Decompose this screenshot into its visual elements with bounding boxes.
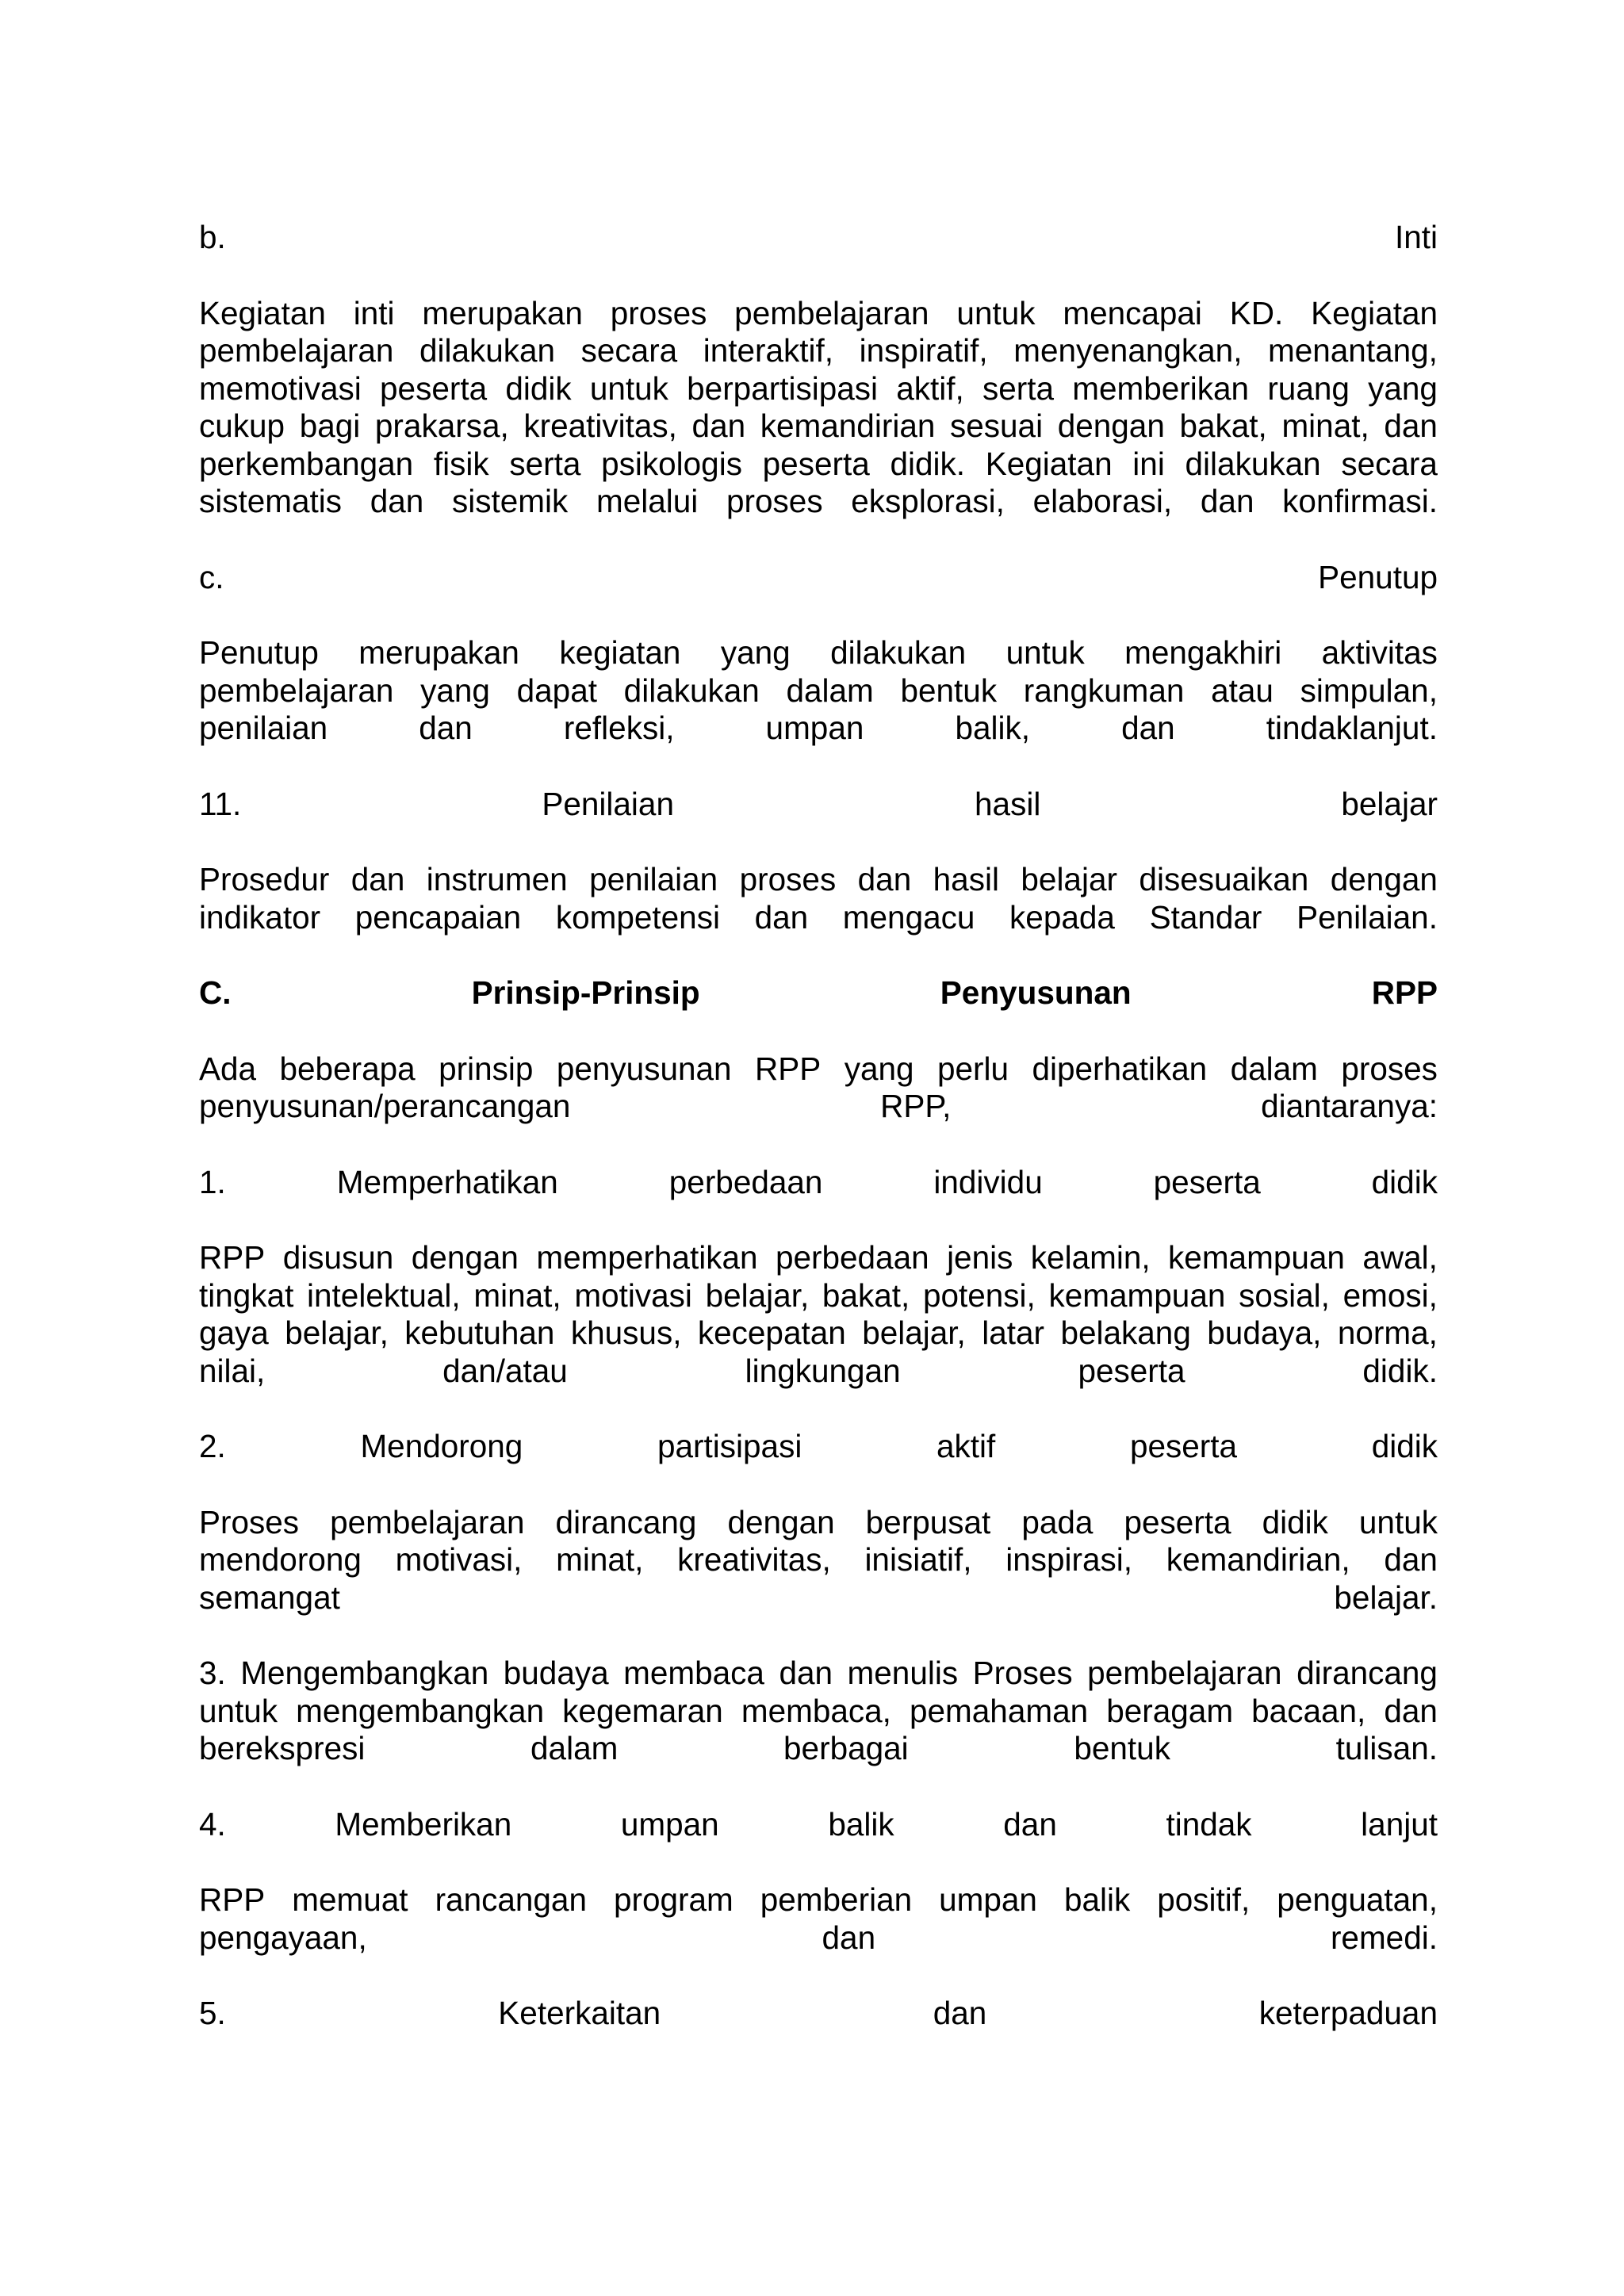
word: membaca — [623, 1655, 764, 1691]
word: atau — [1211, 672, 1274, 709]
text-line — [199, 899, 1438, 937]
word: didik. — [890, 445, 965, 482]
body-paragraph — [199, 1881, 1438, 1957]
word: partisipasi — [657, 1428, 802, 1464]
word: dan/atau — [442, 1352, 568, 1389]
text-line — [199, 861, 1438, 899]
word: minat, — [473, 1276, 561, 1314]
word: program — [613, 1881, 733, 1918]
word: elaborasi, — [1032, 483, 1173, 519]
text-line — [199, 1730, 1438, 1768]
text-line — [199, 1088, 1438, 1126]
word: inisiatif, — [864, 1541, 972, 1578]
word: memperhatikan — [536, 1239, 758, 1276]
word: 11. — [199, 785, 242, 822]
text-line — [199, 1164, 1438, 1202]
word: menantang, — [1268, 332, 1438, 369]
word: belajar — [1341, 785, 1438, 822]
word: refleksi, — [563, 710, 675, 746]
word: Kegiatan — [199, 294, 326, 331]
word: dan — [754, 898, 809, 936]
word: peserta — [762, 445, 870, 482]
word: dan — [350, 861, 405, 897]
word: disesuaikan — [1139, 861, 1309, 897]
word: RPP — [1371, 974, 1438, 1011]
word: pemahaman — [910, 1692, 1089, 1729]
document-body — [199, 219, 1438, 2033]
word: dan — [691, 408, 746, 444]
body-paragraph — [199, 861, 1438, 936]
text-line — [199, 1806, 1438, 1844]
word: awal, — [1362, 1239, 1438, 1276]
word: proses — [1341, 1050, 1438, 1087]
word: dan — [1384, 1541, 1438, 1578]
word: pembelajaran — [734, 294, 929, 331]
word: tindaklanjut. — [1266, 710, 1438, 746]
paragraph-gap — [199, 521, 1438, 559]
section-heading — [199, 974, 1438, 1012]
word: eksplorasi, — [851, 483, 1005, 519]
paragraph-gap — [199, 1957, 1438, 1995]
word: positif, — [1157, 1881, 1251, 1918]
word: Prosedur — [199, 861, 330, 897]
word: rangkuman — [1023, 672, 1185, 709]
word: Standar — [1149, 898, 1262, 936]
word: motivasi, — [395, 1541, 523, 1578]
word: kemampuan — [1168, 1239, 1345, 1276]
paragraph-gap — [199, 1466, 1438, 1504]
word: dilakukan — [623, 672, 760, 709]
word: RPP — [199, 1881, 266, 1918]
word: merupakan — [422, 294, 583, 331]
word: dan — [1003, 1805, 1057, 1843]
text-line — [199, 295, 1438, 333]
text-line — [199, 332, 1438, 370]
word: dalam — [1230, 1050, 1318, 1087]
word: psikologis — [601, 445, 742, 482]
word: dan — [1200, 483, 1254, 519]
word: tulisan. — [1335, 1730, 1438, 1766]
word: bakat, — [1179, 408, 1267, 444]
word: konfirmasi. — [1282, 483, 1438, 519]
word: bakat, — [822, 1276, 910, 1314]
word: didik — [505, 369, 572, 407]
word: pembelajaran — [199, 672, 394, 709]
word: mencapai — [1063, 294, 1202, 331]
word: memberikan — [1072, 369, 1250, 407]
word: penilaian — [199, 710, 328, 746]
word: menulis — [847, 1655, 959, 1691]
body-paragraph — [199, 1655, 1438, 1768]
word: minat, — [1281, 408, 1369, 444]
section-heading — [199, 559, 1438, 597]
paragraph-gap — [199, 936, 1438, 974]
word: RPP — [199, 1239, 266, 1276]
word: potensi, — [922, 1276, 1036, 1314]
word: nilai, — [199, 1352, 266, 1389]
word: yang — [1368, 369, 1438, 407]
word: 5. — [199, 1995, 226, 2031]
section-heading — [199, 786, 1438, 824]
word: dirancang — [1297, 1655, 1438, 1691]
word: kegiatan — [559, 634, 681, 671]
word: budaya — [503, 1655, 609, 1691]
section-heading — [199, 1995, 1438, 2033]
word: peserta — [1078, 1352, 1185, 1389]
word: Penutup — [199, 634, 319, 671]
word: belakang — [1060, 1314, 1191, 1351]
text-line — [199, 1693, 1438, 1731]
word: aktif, — [896, 369, 964, 407]
word: secara — [1341, 445, 1438, 482]
word: semangat — [199, 1578, 340, 1616]
word: dengan — [1330, 861, 1438, 897]
word: kreativitas, — [523, 408, 677, 444]
word: aktif — [936, 1428, 996, 1464]
word: beragam — [1106, 1692, 1234, 1729]
text-line — [199, 634, 1438, 672]
word: balik — [1063, 1881, 1131, 1918]
word: didik — [1262, 1503, 1328, 1540]
body-paragraph — [199, 1050, 1438, 1126]
text-line — [199, 1277, 1438, 1315]
word: pada — [1021, 1503, 1094, 1540]
section-heading — [199, 1428, 1438, 1466]
word: dan — [779, 1655, 833, 1691]
word: didik. — [1362, 1352, 1438, 1389]
word: didik — [1371, 1428, 1438, 1464]
word: bagi — [299, 408, 361, 444]
word: belajar. — [1334, 1578, 1438, 1616]
word: bentuk — [1074, 1730, 1170, 1766]
word: Ada — [199, 1050, 257, 1087]
word: dilakukan — [1185, 445, 1321, 482]
word: yang — [844, 1050, 914, 1087]
word: pencapaian — [354, 898, 522, 936]
paragraph-gap — [199, 1390, 1438, 1428]
word: dan — [822, 1919, 876, 1956]
word: b. — [199, 219, 226, 255]
word: dan — [857, 861, 912, 897]
word: Kegiatan — [985, 445, 1113, 482]
paragraph-gap — [199, 1617, 1438, 1655]
word: mengembangkan — [296, 1692, 545, 1729]
word: Penutup — [1318, 558, 1438, 595]
word: pengayaan, — [199, 1919, 367, 1956]
word: umpan — [765, 710, 864, 746]
word: norma, — [1337, 1314, 1438, 1351]
word: kemandirian — [760, 408, 936, 444]
word: peserta — [1124, 1503, 1231, 1540]
text-line — [199, 483, 1438, 521]
word: bentuk — [900, 672, 998, 709]
word: bacaan, — [1251, 1692, 1366, 1729]
word: dan — [370, 483, 424, 519]
word: inspirasi, — [1005, 1541, 1133, 1578]
word: peserta — [380, 369, 488, 407]
paragraph-gap — [199, 1012, 1438, 1050]
word: Proses — [199, 1503, 300, 1540]
word: didik — [1371, 1163, 1438, 1200]
word: individu — [933, 1163, 1043, 1200]
text-line — [199, 1428, 1438, 1466]
word: dan — [933, 1995, 987, 2031]
word: indikator — [199, 898, 321, 936]
word: belajar, — [705, 1276, 810, 1314]
word: Prinsip-Prinsip — [471, 974, 700, 1011]
word: Mendorong — [360, 1428, 523, 1464]
word: kreativitas, — [677, 1541, 831, 1578]
word: untuk — [589, 369, 668, 407]
word: beberapa — [279, 1050, 416, 1087]
word: perkembangan — [199, 445, 414, 482]
word: dirancang — [555, 1503, 697, 1540]
word: 3. — [199, 1655, 226, 1691]
word: gaya — [199, 1314, 269, 1351]
word: Penilaian — [542, 785, 674, 822]
word: peserta — [1153, 1163, 1261, 1200]
word: yang — [420, 672, 490, 709]
text-line — [199, 710, 1438, 748]
text-line — [199, 1881, 1438, 1919]
word: diperhatikan — [1032, 1050, 1208, 1087]
text-line — [199, 370, 1438, 408]
word: memotivasi — [199, 369, 362, 407]
word: disusun — [282, 1239, 394, 1276]
word: C. — [199, 974, 232, 1011]
word: berbagai — [783, 1730, 909, 1766]
word: membaca, — [741, 1692, 891, 1729]
word: proses — [610, 294, 707, 331]
word: pembelajaran — [199, 332, 394, 369]
word: perlu — [936, 1050, 1009, 1087]
paragraph-gap — [199, 257, 1438, 295]
word: Memperhatikan — [336, 1163, 558, 1200]
word: KD. — [1229, 294, 1284, 331]
word: memuat — [292, 1881, 408, 1918]
word: umpan — [939, 1881, 1037, 1918]
word: prakarsa, — [374, 408, 509, 444]
text-line — [199, 786, 1438, 824]
word: Keterkaitan — [498, 1995, 661, 2031]
word: pembelajaran — [1087, 1655, 1282, 1691]
text-line — [199, 1655, 1438, 1693]
word: dengan — [411, 1239, 519, 1276]
word: dan — [419, 710, 473, 746]
word: ruang — [1267, 369, 1350, 407]
word: aktivitas — [1321, 634, 1438, 671]
word: perbedaan — [668, 1163, 823, 1200]
word: untuk — [956, 294, 1036, 331]
word: lingkungan — [745, 1352, 901, 1389]
paragraph-gap — [199, 1126, 1438, 1164]
word: belajar, — [285, 1314, 389, 1351]
paragraph-gap — [199, 1843, 1438, 1881]
word: mendorong — [199, 1541, 362, 1578]
word: kemampuan — [1048, 1276, 1226, 1314]
word: dapat — [516, 672, 597, 709]
word: remedi. — [1330, 1919, 1438, 1956]
word: kepada — [1009, 898, 1115, 936]
word: menyenangkan, — [1013, 332, 1243, 369]
word: prinsip — [439, 1050, 534, 1087]
word: sistemik — [452, 483, 569, 519]
word: RPP — [754, 1050, 822, 1087]
word: jenis — [947, 1239, 1013, 1276]
text-line — [199, 1353, 1438, 1391]
word: sistematis — [199, 483, 343, 519]
word: simpulan, — [1300, 672, 1438, 709]
text-line — [199, 1050, 1438, 1089]
word: dan — [1384, 408, 1438, 444]
section-heading — [199, 1164, 1438, 1202]
paragraph-gap — [199, 823, 1438, 861]
word: serta — [982, 369, 1055, 407]
word: penguatan, — [1277, 1881, 1438, 1918]
word: melalui — [596, 483, 699, 519]
word: interaktif, — [703, 332, 834, 369]
word: hasil — [975, 785, 1041, 822]
word: inti — [353, 294, 395, 331]
word: kebutuhan — [404, 1314, 555, 1351]
word: dengan — [727, 1503, 835, 1540]
text-line — [199, 1541, 1438, 1579]
word: untuk — [1358, 1503, 1438, 1540]
word: merupakan — [358, 634, 519, 671]
paragraph-gap — [199, 1768, 1438, 1806]
word: hasil — [933, 861, 999, 897]
word: Inti — [1394, 219, 1438, 255]
word: intelektual, — [307, 1276, 461, 1314]
word: pemberian — [760, 1881, 913, 1918]
word: belajar, — [862, 1314, 966, 1351]
word: kegemaran — [562, 1692, 723, 1729]
word: Mengembangkan — [240, 1655, 489, 1691]
word: budaya, — [1207, 1314, 1322, 1351]
word: untuk — [199, 1692, 278, 1729]
word: balik — [828, 1805, 894, 1843]
body-paragraph — [199, 1239, 1438, 1390]
text-line — [199, 1314, 1438, 1353]
word: Proses — [972, 1655, 1073, 1691]
word: proses — [739, 861, 837, 897]
body-paragraph — [199, 295, 1438, 521]
word: kompetensi — [555, 898, 720, 936]
text-line — [199, 219, 1438, 257]
word: Kegiatan — [1311, 294, 1438, 331]
text-line — [199, 559, 1438, 597]
word: instrumen — [426, 861, 568, 897]
text-line — [199, 408, 1438, 446]
word: berekspresi — [199, 1730, 366, 1766]
paragraph-gap — [199, 1201, 1438, 1239]
word: sosial, — [1239, 1276, 1330, 1314]
word: emosi, — [1342, 1276, 1438, 1314]
body-paragraph — [199, 1504, 1438, 1617]
paragraph-gap — [199, 596, 1438, 634]
body-paragraph — [199, 634, 1438, 748]
word: kelamin, — [1030, 1239, 1151, 1276]
word: khusus, — [570, 1314, 682, 1351]
word: Penilaian. — [1297, 898, 1438, 936]
word: penyusunan — [556, 1050, 732, 1087]
text-line — [199, 1995, 1438, 2033]
word: cukup — [199, 408, 285, 444]
paragraph-gap — [199, 748, 1438, 786]
text-line — [199, 446, 1438, 484]
word: motivasi — [574, 1276, 692, 1314]
text-line — [199, 1239, 1438, 1277]
word: c. — [199, 558, 224, 595]
word: dilakukan — [830, 634, 967, 671]
word: dan — [1384, 1692, 1438, 1729]
word: belajar — [1021, 861, 1117, 897]
word: ini — [1132, 445, 1165, 482]
section-heading — [199, 1806, 1438, 1844]
word: sesuai — [950, 408, 1044, 444]
word: kemandirian, — [1166, 1541, 1350, 1578]
text-line — [199, 974, 1438, 1012]
word: tindak — [1166, 1805, 1252, 1843]
word: dalam — [786, 672, 874, 709]
word: dan — [1121, 710, 1175, 746]
word: proses — [726, 483, 823, 519]
text-line — [199, 1919, 1438, 1957]
word: Penyusunan — [940, 974, 1132, 1011]
word: dengan — [1057, 408, 1165, 444]
word: Memberikan — [335, 1805, 512, 1843]
word: mengacu — [842, 898, 975, 936]
word: lanjut — [1361, 1805, 1438, 1843]
word: berpartisipasi — [687, 369, 879, 407]
word: yang — [720, 634, 791, 671]
word: mengakhiri — [1124, 634, 1282, 671]
word: rancangan — [435, 1881, 587, 1918]
word: 1. — [199, 1163, 226, 1200]
word: umpan — [620, 1805, 719, 1843]
word: kecepatan — [697, 1314, 846, 1351]
word: peserta — [1129, 1428, 1238, 1464]
word: serta — [509, 445, 581, 482]
word: inspiratif, — [859, 332, 988, 369]
section-heading — [199, 219, 1438, 257]
word: dilakukan — [419, 332, 556, 369]
word: dalam — [530, 1730, 619, 1766]
word: latar — [982, 1314, 1045, 1351]
word: berpusat — [865, 1503, 991, 1540]
word: secara — [580, 332, 678, 369]
word: perbedaan — [775, 1239, 929, 1276]
word: penyusunan/perancangan — [199, 1088, 571, 1124]
word: 4. — [199, 1805, 226, 1843]
word: fisik — [433, 445, 489, 482]
word: keterpaduan — [1258, 1995, 1438, 2031]
text-line — [199, 1579, 1438, 1617]
word: diantaranya: — [1261, 1088, 1438, 1124]
word: pembelajaran — [330, 1503, 525, 1540]
text-line — [199, 1504, 1438, 1542]
text-line — [199, 672, 1438, 710]
word: tingkat — [199, 1276, 294, 1314]
word: 2. — [199, 1428, 226, 1464]
word: balik, — [955, 710, 1031, 746]
word: RPP, — [880, 1088, 952, 1124]
word: untuk — [1005, 634, 1085, 671]
word: minat, — [556, 1541, 644, 1578]
word: penilaian — [589, 861, 718, 897]
